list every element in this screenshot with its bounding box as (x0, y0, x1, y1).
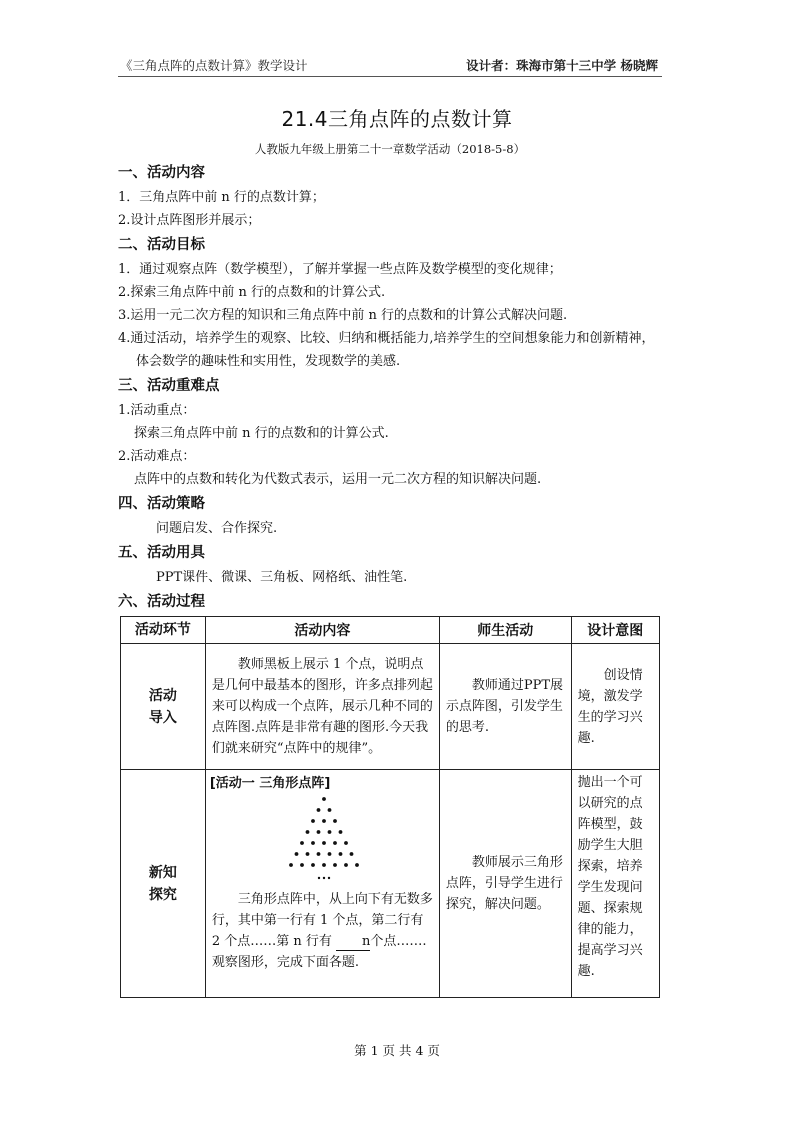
dot (327, 808, 331, 812)
dot (322, 863, 326, 867)
dot (333, 841, 337, 845)
table-header-row (121, 617, 660, 644)
dot (322, 797, 326, 801)
answer-blank: n (336, 934, 370, 951)
table-row (121, 770, 660, 998)
column-header: 设计意图 (571, 617, 659, 644)
dot (316, 830, 320, 834)
activity-text: 教师通过PPT展示点阵图，引发学生的思考. (445, 678, 564, 735)
list-item: 2.探索三角点阵中前 n 行的点数和的计算公式. (118, 285, 386, 300)
stage-label: 活动 (148, 687, 177, 704)
stage-cell (121, 644, 206, 770)
content-text (206, 889, 439, 952)
triangle-dot-array (206, 791, 439, 885)
stage-cell (121, 770, 206, 998)
dot (355, 863, 359, 867)
dot (300, 863, 304, 867)
dot (322, 841, 326, 845)
column-header: 师生活动 (439, 617, 571, 644)
header-rule (118, 76, 662, 77)
dot (349, 852, 353, 856)
strategy-text: 问题启发、合作探究. (156, 521, 278, 536)
dot (294, 852, 298, 856)
dot (311, 863, 315, 867)
stage-label: 导入 (148, 709, 177, 726)
content-text-part: 三角形点阵中，从上向下有无数多行，其中第一行有 1 个点，第二行有 2 个点……第 n 行有 (211, 892, 433, 949)
list-item: 1．三角点阵中前 n 行的点数计算； (118, 190, 325, 205)
intent-cell (571, 770, 659, 998)
list-item: 3.运用一元二次方程的知识和三角点阵中前 n 行的点数和的计算公式解决问题. (118, 308, 568, 323)
dot (344, 841, 348, 845)
key-point-text: 探索三角点阵中前 n 行的点数和的计算公式. (134, 426, 389, 441)
table-row (121, 644, 660, 770)
section-heading: 一、活动内容 (118, 165, 205, 181)
dot (344, 863, 348, 867)
dot (338, 852, 342, 856)
stage-label: 探究 (148, 886, 177, 903)
activity-text: 教师展示三角形点阵，引导学生进行探究，解决问题。 (445, 855, 563, 912)
content-text: 教师黑板上展示 1 个点，说明点是几何中最基本的图形，许多点排列起来可以构成一个点阵，展示几种不同的点阵图.点阵是非常有趣的图形.今天我们就来研究“点阵中的规律”。 (211, 657, 433, 756)
dot (311, 841, 315, 845)
dot (333, 863, 337, 867)
page-title: 21.4三角点阵的点数计算 (281, 107, 513, 131)
section-heading: 五、活动用具 (118, 545, 205, 561)
dot (333, 819, 337, 823)
section-heading: 六、活动过程 (118, 594, 205, 610)
activity-cell (439, 770, 571, 998)
dot (327, 830, 331, 834)
dot (327, 852, 331, 856)
dot (311, 819, 315, 823)
intent-cell (571, 644, 659, 770)
dot (305, 852, 309, 856)
difficulty-text: 点阵中的点数和转化为代数式表示，运用一元二次方程的知识解决问题. (134, 472, 542, 487)
dot (338, 830, 342, 834)
ellipsis-dot (318, 877, 320, 879)
content-text: 观察图形，完成下面各题. (211, 955, 359, 970)
activity-cell (439, 644, 571, 770)
list-item: 2.设计点阵图形并展示； (118, 213, 261, 228)
dot (305, 830, 309, 834)
column-header: 活动内容 (205, 617, 439, 644)
process-table (120, 616, 660, 998)
key-point-label: 1.活动重点： (118, 403, 196, 418)
content-cell (205, 770, 439, 998)
tools-text: PPT课件、微课、三角板、网格纸、油性笔. (156, 570, 408, 585)
page-subtitle: 人教版九年级上册第二十一章数学活动（2018-5-8） (254, 142, 526, 156)
list-item: 4.通过活动，培养学生的观察、比较、归纳和概括能力,培养学生的空间想象能力和创新精神，体会数学的趣味性和实用性，发现数学的美感. (118, 331, 655, 369)
ellipsis-dot (323, 877, 325, 879)
dot (322, 819, 326, 823)
intent-text: 抛出一个可以研究的点阵模型，鼓励学生大胆探索，培养学生发现问题、探索规律的能力，提高学习兴趣. (577, 775, 643, 979)
page-footer: 第 1 页 共 4 页 (354, 1043, 440, 1058)
stage-label: 新知 (148, 864, 177, 881)
dot (300, 841, 304, 845)
dot (316, 852, 320, 856)
main-content (118, 160, 666, 615)
section-heading: 四、活动策略 (118, 496, 205, 512)
header-designer: 设计者：珠海市第十三中学 杨晓辉 (466, 58, 658, 73)
dot (289, 863, 293, 867)
dot (316, 808, 320, 812)
content-text-part: 个点……. (370, 934, 427, 949)
intent-text: 创设情境，激发学生的学习兴趣. (577, 667, 643, 746)
activity-title: [活动一 三角形点阵] (209, 776, 331, 791)
difficulty-label: 2.活动难点： (118, 449, 196, 464)
content-cell (205, 644, 439, 770)
ellipsis-dot (328, 877, 330, 879)
header-doc-title: 《三角点阵的点数计算》教学设计 (120, 58, 308, 73)
section-heading: 三、活动重难点 (118, 378, 220, 394)
section-heading: 二、活动目标 (118, 237, 205, 253)
list-item: 1．通过观察点阵（数学模型），了解并掌握一些点阵及数学模型的变化规律； (118, 262, 562, 277)
column-header: 活动环节 (121, 617, 206, 644)
